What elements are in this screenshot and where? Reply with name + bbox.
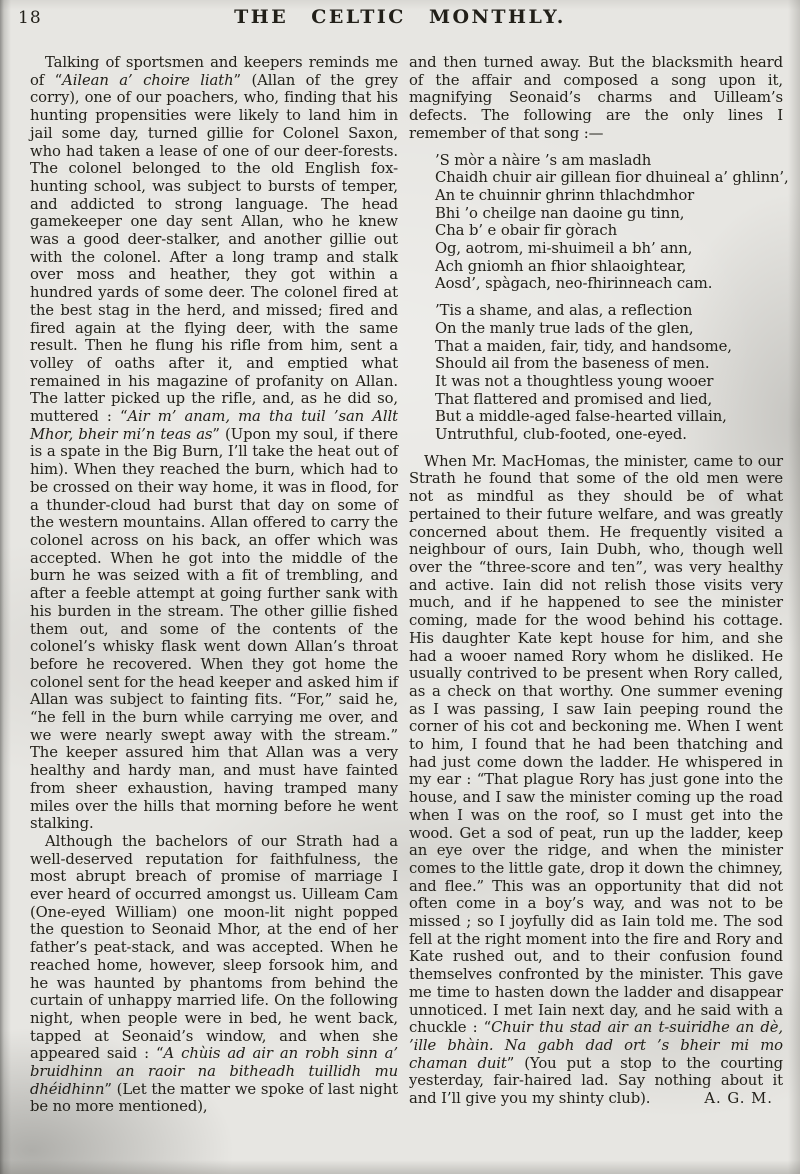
body-text: ” (Allan of the grey corry), one of our poachers, who, finding that his hunting propensities were likely to land him in jail some day, turned gillie for Colonel Saxon, who had taken a lease of one of our deer-forests. The colonel belonged to the old English fox-hunting school, was subject to bursts of temper, and addicted to strong language. The head gamekeeper one day sent Allan, who he knew was a good deer-stalker, and another gillie out with the colonel. After a long tramp and stalk over moss and heather, they got within a hundred yards of some deer. The colonel fired at the best stag in the herd, and missed; fired and fired again at the flying deer, with the same result. Then he flung his rifle from him, sent a volley of oaths after it, and emptied what remained in his magazine of profanity on Allan. The latter picked up the rifle, and, as he did so, muttered : “: [30, 71, 398, 426]
page-title: THE CELTIC MONTHLY.: [234, 6, 566, 28]
body-text: ” (You put a stop to the courting yesterday, fair-haired lad. Say nothing about it and I’ll give you my shinty club).: [409, 1054, 783, 1108]
verse-line: Chaidh chuir air gillean fior dhuineal a’ ghlinn’,: [435, 169, 789, 187]
verse-line: Aosd’, spàgach, neo-fhirinneach cam.: [435, 275, 713, 293]
gaelic-italic-phrase: Ailean a’ choire liath: [62, 71, 234, 89]
verse-line: Bhi ’o cheilge nan daoine gu tinn,: [435, 204, 685, 222]
body-text: Although the bachelors of our Strath had a well-deserved reputation for faithfulness, the most abrupt breach of promise of marriage I ever heard of occurred amongst us. Uilleam Cam (One-eyed William) one moon-lit night popped the question to Seonaid Mhor, at the end of her father’s peat-stack, and was accepted. When he reached home, however, sleep forsook him, and he was haunted by phantoms from behind the curtain of unhappy married life. On the following night, when people were in bed, he went back, tapped at Seonaid’s window, and when she appeared said : “: [30, 832, 398, 1063]
gaelic-italic-phrase: Chuir thu stad air an t-suiridhe an dè, ’ille bhàin. Na gabh dad ort ’s bheir mi mo chaman duit: [409, 1019, 783, 1072]
body-text: Talking of sportsmen and keepers reminds me of “: [30, 54, 398, 89]
verse-line: Ach gniomh an fhior shlaoightear,: [435, 257, 687, 275]
verse-line: ’S mòr a nàire ’s am masladh: [435, 151, 652, 169]
gaelic-italic-phrase: Air m’ anam, ma tha tuil ’san Allt Mhor, bheir mi’n teas as: [30, 408, 398, 443]
verse-line: An te chuinnir ghrinn thlachdmhor: [435, 186, 695, 204]
page-number: 18: [18, 8, 42, 28]
left-column: [30, 54, 398, 1116]
verse-line: Should ail from the baseness of men.: [435, 355, 710, 373]
verse-line: Og, aotrom, mi-shuimeil a bh’ ann,: [435, 240, 693, 258]
body-text: When Mr. MacHomas, the minister, came to our Strath he found that some of the old men were not as mindful as they should be of what pertained to their future welfare, and was greatly concerned about them. He frequently visited a neighbour of ours, Iain Dubh, who, though well over the “three-score and ten”, was very healthy and active. Iain did not relish those visits very much, and if he happened to see the minister coming, made for the wood behind his cottage. His daughter Kate kept house for him, and she had a wooer named Rory whom he disliked. He usually contrived to be present when Rory called, as a check on that worthy. One summer evening as I was passing, I saw Iain peeping round the corner of his cot and beckoning me. When I went to him, I found that he had been thatching and had just come down the ladder. He whispered in my ear : “That plague Rory has just gone into the house, and I saw the minister coming up the road when I was on the roof, so I must get into the wood. Get a sod of peat, run up the ladder, keep an eye over the ridge, and when the minister comes to the little gate, drop it down the chimney, and flee.” This was an opportunity that did not often come in a boy’s way, and was not to be missed ; so I joyfully did as Iain told me. The sod fell at the right moment into the fire and Rory and Kate rushed out, and to their confusion found themselves confronted by the minister. This gave me time to hasten down the ladder and disappear unnoticed. I met Iain next day, and he said with a chuckle : “: [409, 452, 783, 1037]
author-initials: A. G. M.: [704, 1090, 773, 1108]
english-translation-verse: [435, 302, 783, 444]
verse-line: Untruthful, club-footed, one-eyed.: [435, 426, 687, 444]
verse-line: That a maiden, fair, tidy, and handsome,: [435, 337, 732, 355]
verse-line: On the manly true lads of the glen,: [435, 319, 694, 337]
right-column: [409, 54, 789, 1108]
gaelic-song-verse: [435, 151, 789, 294]
paragraph-continuation: [409, 54, 783, 143]
gaelic-italic-phrase: A chùis ad air an robh sinn a’ bruidhinn an raoir na bitheadh tuillidh mu dhéidhinn: [30, 1045, 399, 1098]
verse-line: It was not a thoughtless young wooer: [435, 372, 714, 390]
body-text: and then turned away. But the blacksmith heard of the affair and composed a song upon it, magnifying Seonaid’s charms and Uilleam’s defects. The following are the only lines I remember of that song :—: [409, 54, 783, 142]
paragraph: [30, 833, 398, 1116]
body-text: ” (Upon my soul, if there is a spate in the Big Burn, I’ll take the heat out of him). When they reached the burn, which had to be crossed on their way home, it was in flood, for a thunder-cloud had burst that day on some of the western mountains. Allan offered to carry the colonel across on his back, an offer which was accepted. When he got into the middle of the burn he was seized with a fit of trembling, and after a feeble attempt at going further sank with his burden in the stream. The other gillie fished them out, and some of the contents of the colonel’s whisky flask went down Allan’s throat before he recovered. When they got home the colonel sent for the head keeper and asked him if Allan was subject to fainting fits. “For,” said he, “he fell in the burn while carrying me over, and we were nearly swept away with the stream.” The keeper assured him that Allan was a very healthy and hardy man, and must have fainted from sheer exhaustion, having tramped many miles over the hills that morning before he went stalking.: [30, 425, 398, 833]
page-header: [0, 6, 800, 46]
paragraph: [30, 54, 398, 833]
body-text: ” (Let the matter we spoke of last night be no more mentioned),: [30, 1080, 398, 1116]
verse-line: But a middle-aged false-hearted villain,: [435, 408, 727, 426]
paragraph: [409, 453, 783, 1108]
verse-line: That flattered and promised and lied,: [435, 390, 713, 408]
verse-line: Cha b’ e obair fir gòrach: [435, 222, 618, 240]
verse-line: ’Tis a shame, and alas, a reflection: [435, 302, 693, 320]
